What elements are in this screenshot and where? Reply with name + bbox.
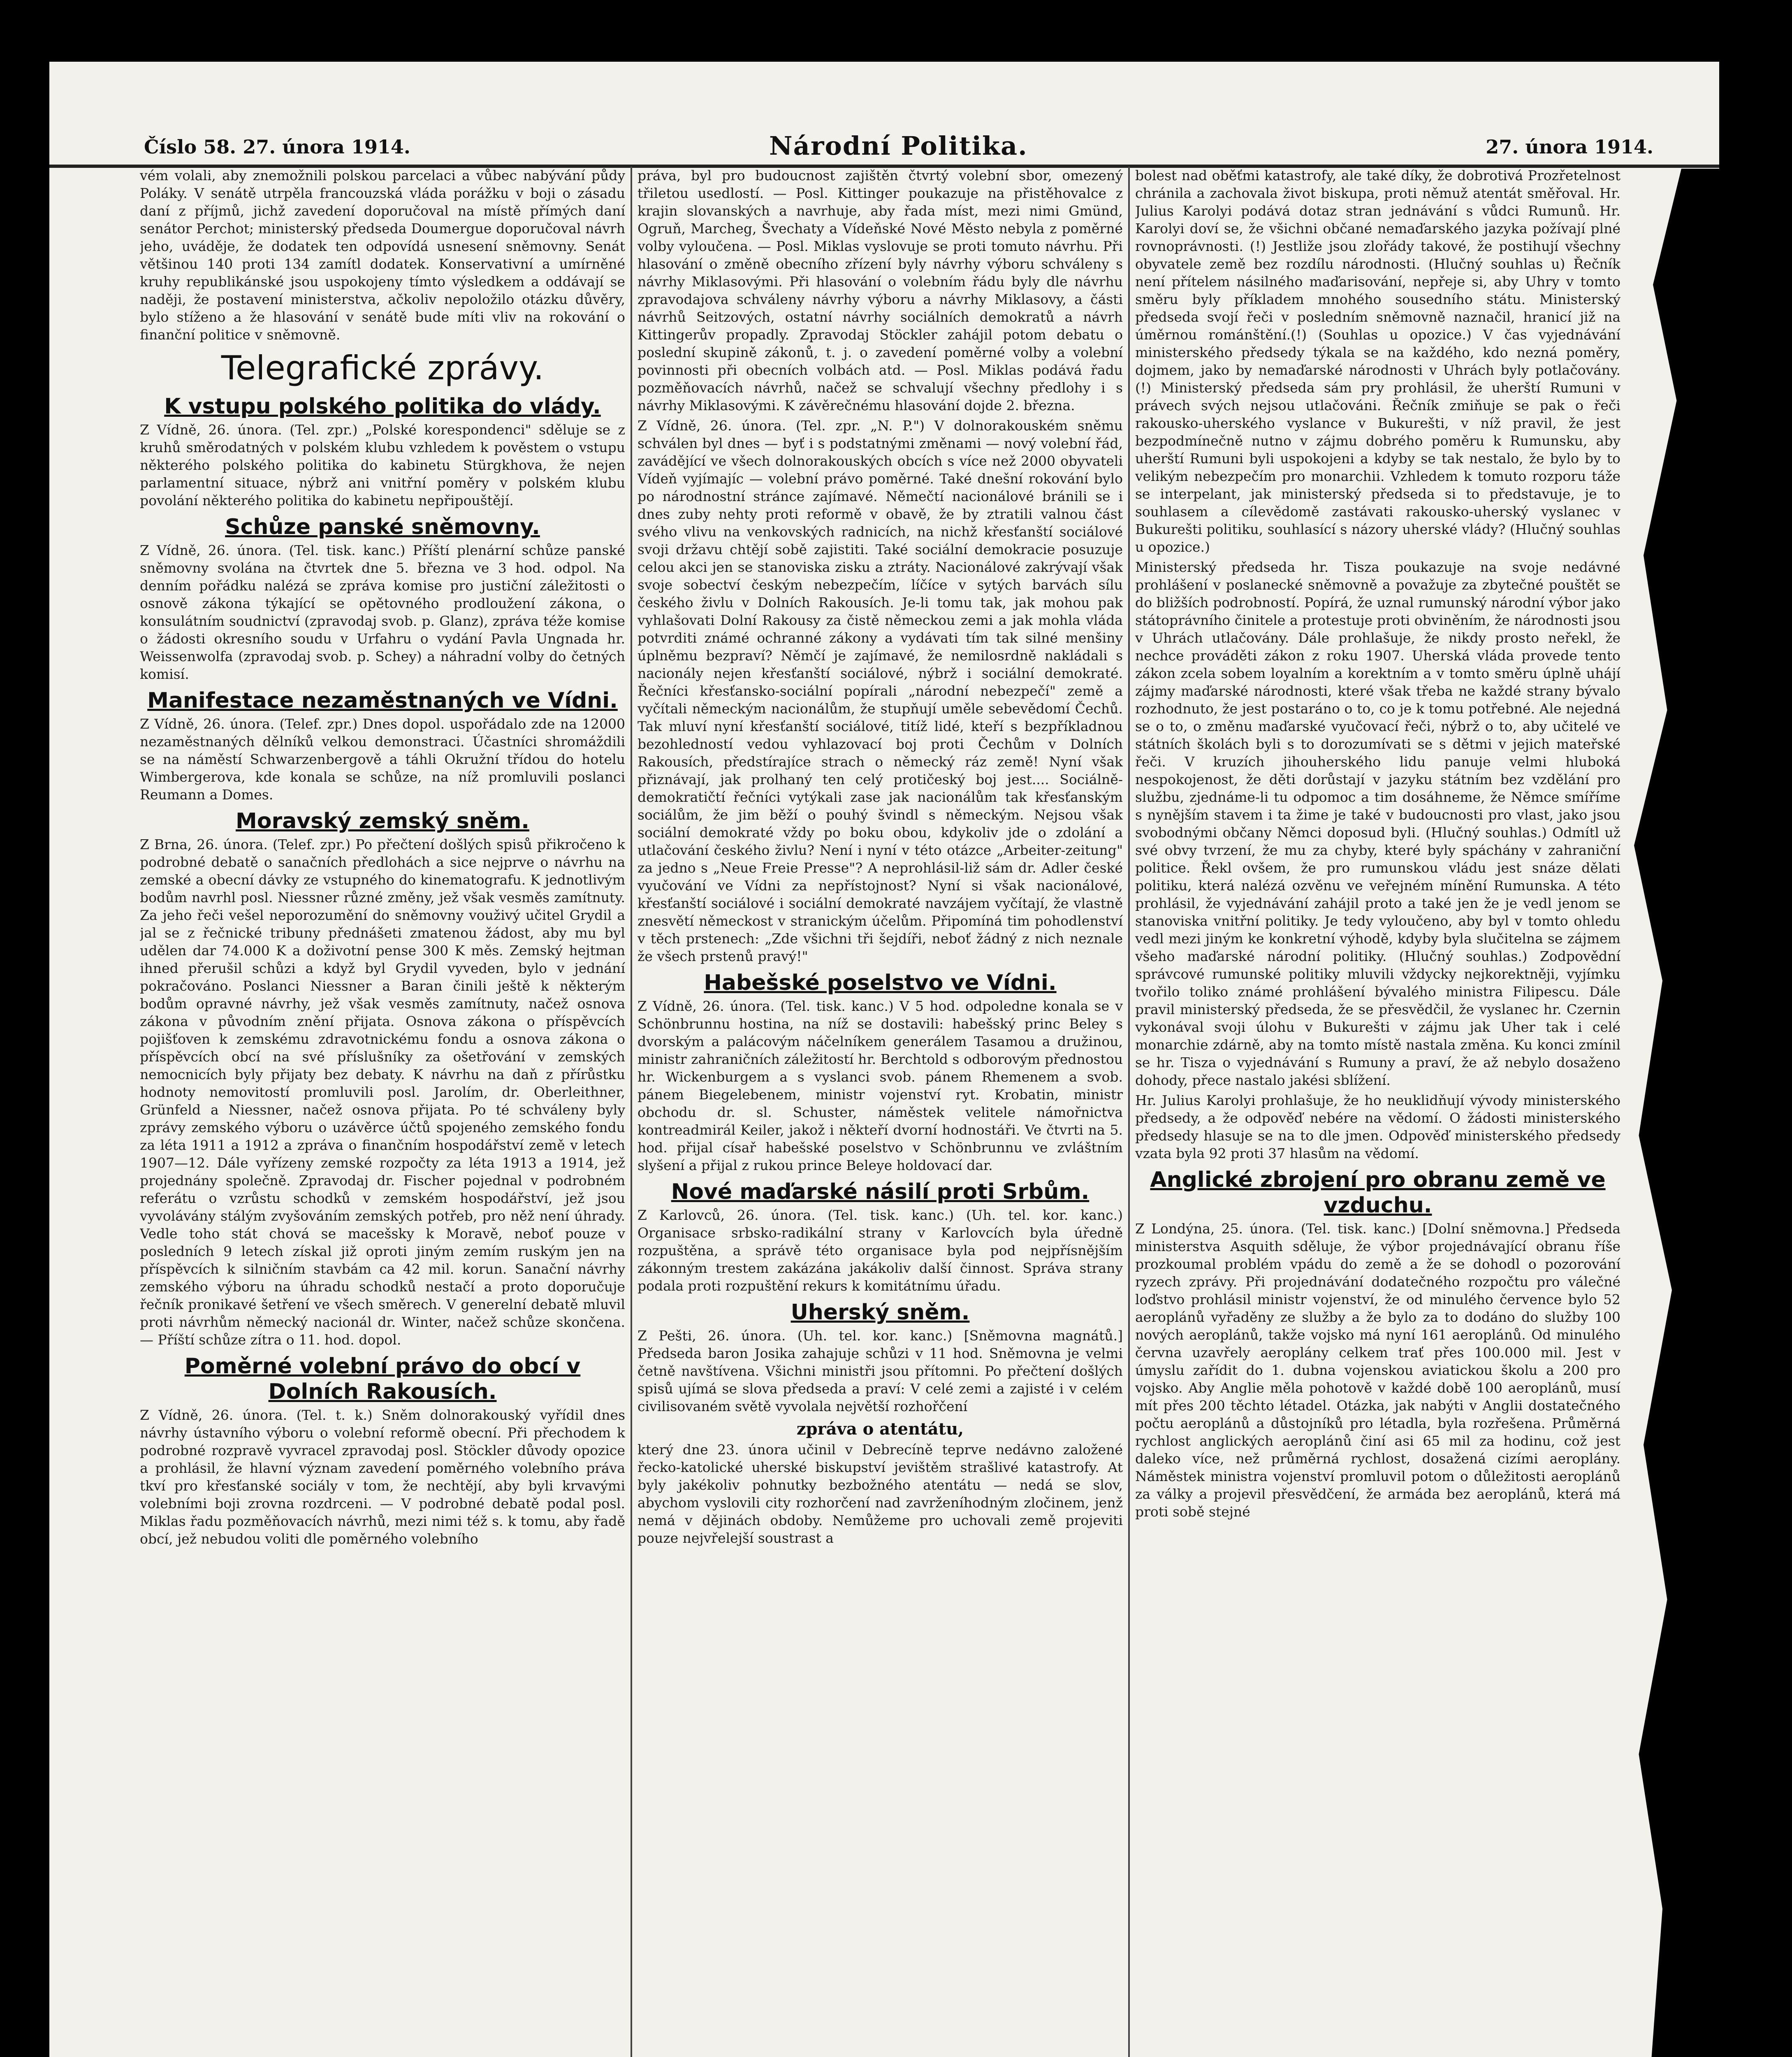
article-subheading: zpráva o atentátu, (796, 1419, 964, 1439)
masthead-title: Národní Politika. (769, 131, 1028, 161)
issue-number-date: Číslo 58. 27. února 1914. (144, 136, 410, 158)
article-heading: Poměrné volební právo do obcí v Dolních Rakousích. (184, 1354, 581, 1404)
section-title: Telegrafické zprávy. (221, 349, 544, 387)
article-text: Z Vídně, 26. února. (Tel. zpr.) „Polské korespondenci" sděluje se z kruhů směrodatných v polském klubu vzhledem k pověstem o vstupu některého polského politika do kabinetu Stürgkhova, že nejen parlamentní situace, nýbrž ani vnitřní poměry v polském klubu povolání některého politika do kabinetu nepřipouštějí. (140, 422, 625, 508)
article-text: bolest nad oběťmi katastrofy, ale také díky, že dobrotivá Prozřetelnost chránila a zachovala život biskupa, proti němuž atentát směřoval. Hr. Julius Karolyi podává dotaz stran jednávání s vůdci Rumunů. Hr. Karolyi doví se, že všichni občané nemaďarského jazyka požívají plné rovnoprávnosti. (!) Jestliže jsou zlořády takové, že postihují všechny obyvatele země bez rozdílu národnosti. (Hlučný souhlas u) Řečník není přítelem násilného maďarisování, nepřeje si, aby Uhry v tomto směru byly příkladem mnohého sousedního státu. Ministerský předseda svojí řeči v posledním sněmovně naznačil, hranicí již na úměrnou románštění.(!) (Souhlas u opozice.) V čas vyjednávání ministerského předsedy týkala se na každého, kdo nezná poměry, dojmem, jako by nemaďarské národnosti v Uhrách byly potlačovány. (!) Ministerský předseda sám pry prohlásil, že uherští Rumuni v právech svých nejsou utlačováni. Řečník zmiňuje se pak o řeči rakousko-uherského vyslance v Bukurešti, v níž pravil, že jest bezpodmínečně nutno v zájmu dobrého poměru k Rumunsku, aby uherští Rumuni byli uspokojeni a kdyby se tak nestalo, že bylo by to velikým nebezpečím pro monarchii. Vzhledem k tomuto rozporu táže se interpelant, jak ministerský předseda si to představuje, je to souhlasem a cílevědomě zastávati rakousko-uherský vyslanec v Bukurešti politiku, souhlasící s názory uherské vlády? (Hlučný souhlas u opozice.) (1135, 167, 1620, 555)
article-text: Z Vídně, 26. února. (Tel. t. k.) Sněm dolnorakouský vyřídil dnes návrhy ústavního výboru o volební reformě obecní. Při přechodem k podrobné rozpravě vyvracel zpravodaj posl. Stöckler důvody opozice a prohlásil, že hlavní význam zavedení poměrného volebního práva tkví pro křesťanské sociály v tom, že nechtějí, aby byli krvavými volebními boji zrovna rozdrceni. — V podrobné debatě podal posl. Miklas řadu pozměňovacích návrhů, mezi nimi též s. k tomu, aby řadě obcí, jež nebudou voliti dle poměrného volebního (140, 1407, 625, 1547)
newspaper-page (49, 62, 1719, 2057)
article-text: práva, byl pro budoucnost zajištěn čtvrtý volební sbor, omezený třiletou usedlostí. — Posl. Kittinger poukazuje na přistěhovalce z krajin slovanských a navrhuje, aby řada míst, mezi nimi Gmünd, Ogruň, Marcheg, Švechaty a Vídeňské Nové Město nebyla z poměrné volby vyloučena. — Posl. Miklas vyslovuje se proti tomuto návrhu. Při hlasování o změně obecního zřízení byly návrhy výboru schváleny s návrhy Miklasovými. Při hlasování o volebním řádu byly dle návrhu zpravodajova schváleny návrhy výboru a návrhy Miklasovy, a části návrhů Seitzových, ostatní návrhy sociálních demokratů a návrh Kittingerův propadly. Zpravodaj Stöckler zahájil potom debatu o poslední skupině zákonů, t. j. o zavedení poměrné volby a volební povinnosti při obecních volbách atd. — Posl. Miklas podává řadu pozměňovacích návrhů, načež se schvalují všechny předlohy i s návrhy Miklasovými. K závěrečnému hlasování dojde 2. března. (638, 167, 1123, 413)
article-text: Z Karlovců, 26. února. (Tel. tisk. kanc.) (Uh. tel. kor. kanc.) Organisace srbsko-radikální strany v Karlovcích byla úředně rozpuštěna, a správě této organisace byla pod nejpřísnějším zákonným trestem zakázána jakákoliv další činnost. Správa strany podala proti rozpuštění rekurs k komitátnímu úřadu. (638, 1207, 1123, 1294)
column-1 (140, 167, 625, 2057)
article-text: Z Vídně, 26. února. (Telef. zpr.) Dnes dopol. uspořádalo zde na 12000 nezaměstnaných dělníků velkou demonstraci. Účastníci shromáždili se na náměstí Schwarzenbergově a táhli Okružní třídou do hotelu Wimbergerova, kde konala se schůze, na níž promluvili poslanci Reumann a Domes. (140, 716, 625, 803)
article-text: Ministerský předseda hr. Tisza poukazuje na svoje nedávné prohlášení v poslanecké sněmovně a považuje za zbytečné pouštět se do bližších podrobností. Popírá, že uznal rumunský národní výbor jako státoprávního činitele a protestuje proti obviněním, že národnosti jsou v Uhrách utlačovány. Dále prohlašuje, že nikdy prosto neřekl, že nechce prováděti zákon z roku 1907. Uherská vláda provede tento zákon zcela sobem loyalním a korektním a v tomto směru úplně uhájí zájmy maďarské národnosti, které však třeba ne každé strany bývalo rozhodnuto, že jest postaráno o to, co je k tomu potřebné. Ale nejedná se o to, o změnu maďarské vyučovací řeči, nýbrž o to, aby učitelé ve státních školách byli s to dorozumívati se s dětmi v jejich mateřské řeči. V kruzích jihouherského lidu panuje velmi hluboká nespokojenost, že děti dorůstají v jazyku státním bez vzdělání pro službu, zjednáme-li tu odpomoc a tim dosáhneme, že Němce smíříme s nynějším stavem i ta žime je také v budoucnosti pro vlast, jako jsou svobodnými občany Němci doposud byli. (Hlučný souhlas.) Odmítl už své obvy tvrzení, že mu za chyby, které byly spáchány v zahraniční politice. Řekl ovšem, že pro rumunskou vládu jest snáze dělati politiku, která nalézá ozvěnu ve veřejném mínění Rumunska. A této prohlásil, že vyjednávání zahájil proto a také jen že je vedl jenom se stanoviska vnitřní politiky. Je tedy vyloučeno, aby byl v tomto ohledu vedl mezi jiným ke konkretní výhodě, kdyby byla slučitelna se zájmem všeho maďarské národní politiky. (Hlučný souhlas.) Zodpovědní správcové rumunské politiky mluvili vždycky nejkorektněji, vyjímku tvořilo toliko známé prohlášení bývalého ministra Filipescu. Dále pravil ministerský předseda, že se přesvědčil, že vyslanec hr. Czernin vykonával svoji úlohu v Bukurešti v zájmu jak Uher tak i celé monarchie zdárně, aby na tomto místě nastala změna. Ku konci zmínil se hr. Tisza o vyjednávání s Rumuny a praví, že až nebylo dosaženo dohody, přece nastalo jakési sblížení. (1135, 559, 1620, 1088)
article-heading: Uherský sněm. (791, 1300, 970, 1325)
article-heading: Nové maďarské násilí proti Srbům. (671, 1179, 1090, 1204)
column-3 (1135, 167, 1620, 2057)
article-text: Z Londýna, 25. února. (Tel. tisk. kanc.) [Dolní sněmovna.] Předseda ministerstva Asquith sděluje, že výbor projednávající obranu říše prozkoumal problém vpádu do země a že se dohodl o pozorování ryzech zprávy. Při projednávání dodatečného rozpočtu pro válečné loďstvo prohlásil ministr vojenství, že od minulého července bylo 52 aeroplánů vyřaděny ze služby a že bylo za to dodáno do služby 100 nových aeroplánů, takže vojsko má nyní 161 aeroplánů. Od minulého června uzavřely aeroplány celkem trať přes 100.000 mil. Jest v úmyslu zařídit do 1. dubna vojenskou aviatickou školu a 200 pro vojsko. Aby Anglie měla pohotově v každé době 100 aeroplánů, musí mít přes 200 těchto létadel. Otázka, jak nabýti v Anglii dostatečného počtu aeroplánů a důstojníků pro létadla, byla rozřešena. Průměrná rychlost anglických aeroplánů činí asi 65 mil za hodinu, což jest daleko více, než průměrná rychlost, dosažená cizími aeroplány. Náměstek ministra vojenství promluvil potom o důležitosti aeroplánů za války a projevil přesvědčení, že armáda bez aeroplánů, která má proti sobě stejné (1135, 1221, 1620, 1520)
article-heading: K vstupu polského politika do vlády. (164, 394, 601, 419)
article-heading: Moravský zemský sněm. (235, 809, 530, 833)
column-divider (1128, 167, 1130, 2057)
article-text: Hr. Julius Karolyi prohlašuje, že ho neuklidňují vývody ministerského předsedy, a že odpověď nebére na vědomí. O žádosti ministerského předsedy hlasuje se na to dle jmen. Odpověď ministerského předsedy vzata byla 92 proti 37 hlasům na vědomí. (1135, 1092, 1620, 1161)
article-text: Z Vídně, 26. února. (Tel. tisk. kanc.) V 5 hod. odpoledne konala se v Schönbrunnu hostina, na níž se dostavili: habešský princ Beley s dvorským a palácovým náčelníkem generálem Tasamou a družinou, ministr zahraničních záležitostí hr. Berchtold s odborovým přednostou hr. Wickenburgem a s vyslanci svob. pánem Rhemenem a svob. pánem Biegelebenem, ministr vojenství ryt. Krobatin, ministr obchodu dr. sl. Schuster, náměstek velitele námořnictva kontreadmirál Keiler, jakož i někteří dvorní hodnostáři. Ve čtvrti na 5. hod. přijal císař habešské poselstvo v Schönbrunnu ve zvláštním slyšení a přijal z rukou prince Beleye holdovací dar. (638, 998, 1123, 1173)
article-text: Z Brna, 26. února. (Telef. zpr.) Po přečtení došlých spisů přikročeno k podrobné debatě o sanačních předlohách a sice nejprve o návrhu na zemské a obecní dávky ze vstupného do kinematografu. K jednotlivým bodům navrhl posl. Niessner různé změny, jež však vesměs zamítnuty. Za jeho řeči vešel neporozumění do sněmovny vouživý učitel Grydil a jal se z řečnické tribuny přednášeti zmatenou žádost, aby mu byl udělen dar 74.000 K a doživotní pense 300 K měs. Zemský hejtman ihned přerušil schůzi a když byl Grydil vyveden, bylo v jednání pokračováno. Poslanci Niessner a Baran činili ještě k některým bodům opravné návrhy, jež však vesměs zamítnuty, načež osnova zákona v původním znění přijata. Osnova zákona o příspěvcích pojišťoven k zemskému zdravotnickému fondu a osnova zákona o příspěvcích obcí na své příslušníky za ošetřování v zemských nemocnicích byly přijaty bez debaty. K návrhu na daň z přírůstku hodnoty nemovitostí promluvili posl. Jarolím, dr. Oberleithner, Grünfeld a Niessner, načež osnova přijata. Po té schváleny byly zprávy zemského výboru o uzávěrce účtů spojeného zemského fondu za léta 1911 a 1912 a zpráva o finančním hospodářství země v letech 1907—12. Dále vyřízeny zemské rozpočty za léta 1913 a 1914, jež projednány společně. Zpravodaj dr. Fischer pojednal v podrobném referátu o vzrůstu schodků v zemském hospodářství, jež jsou vyvolávány stálým zvyšováním zemských potřeb, pro něž není úhrady. Vedle toho stát chová se macešsky k Moravě, neboť pouze v posledních 9 letech získal již oproti jiným zemím ruským jen na příspěvcích k silničním stavbám ca 42 mil. korun. Sanační návrhy zemského výboru na úhradu schodků nestačí a proto doporučuje řečník pronikavé šetření ve všech směrech. V generelní debatě mluvil proti návrhům německý nacionál dr. Winter, načež schůze skončena. — Příští schůze zítra o 11. hod. dopol. (140, 836, 625, 1348)
article-heading: Schůze panské sněmovny. (225, 515, 540, 539)
article-text: Z Pešti, 26. února. (Uh. tel. kor. kanc.) [Sněmovna magnátů.] Předseda baron Josika zahajuje schůzi v 11 hod. Sněmovna je velmi četně navštívena. Všichni ministři jsou přítomni. Po přečtení došlých spisů ujímá se slova předseda a praví: V celé zemi a zajisté i v celém civilisovaném světě vyvolala největší rozhořčení (638, 1328, 1123, 1414)
article-heading: Anglické zbrojení pro obranu země ve vzduchu. (1150, 1168, 1606, 1218)
column-2 (638, 167, 1123, 2057)
column-divider (631, 167, 632, 2057)
article-text: Z Vídně, 26. února. (Tel. tisk. kanc.) Příští plenární schůze panské sněmovny svolána na čtvrtek dne 5. března ve 3 hod. odpol. Na denním pořádku nalézá se zpráva komise pro justiční záležitosti o osnově zákona týkající se opětovného prodloužení zákona, o konsulátním soudnictví (zpravodaj svob. p. Glanz), zpráva téže komise o žádosti okresního soudu v Urfahru o vydání Pavla Ungnada hr. Weissenwolfa (zpravodaj svob. p. Schey) a náhradní volby do četných komisí. (140, 542, 625, 682)
article-text: Z Vídně, 26. února. (Tel. zpr. „N. P.") V dolnorakouském sněmu schválen byl dnes — byť i s podstatnými změnami — nový volební řád, zavádějící ve všech dolnorakouských obcích s více než 2000 obyvateli Vídeň vyjímajíc — volební právo poměrné. Také dnešní rokování bylo po národnostní stránce zajímavé. Němečtí nacionálové bránili se i dnes zuby nehty proti reformě v obavě, že by ztratili valnou část svého vlivu na venkovských radnicích, na nichž křesťanští sociálové svoji državu chtějí sobě zajistiti. Také sociální demokracie posuzuje celou akci jen se stanoviska zisku a ztráty. Nacionálové zakrývají však svoje sobectví českým nebezpečím, líčíce v sytých barvách sílu českého živlu v Dolních Rakousích. Je-li tomu tak, jak mohou pak vyhlašovati Dolní Rakousy za čistě německou zemi a jak mohla vláda potvrditi známé ochranné zákony a vydávati tím tak silné menšiny úplněmu bezpraví? Němčí je zajímavé, že nemilosrdně nakládali s nacionály nejen křesťanští sociálové, nýbrž i sociální demokraté. Řečníci křesťansko-sociální popírali „národní nebezpečí" země a vyčítali německým nacionálům, že stupňují uměle sebevědomí Čechů. Tak mluví nyní křesťanští sociálové, titíž lidé, kteří s bezpříkladnou bezohledností vedou vyhlazovací boj proti Čechům v Dolních Rakousích, předstírajíce strach o německý ráz země! Nyní však přiznávají, jak prolhaný ten celý protičeský boj jest.... Sociálně-demokratičtí řečníci vytýkali zase jak nacionálům tak křesťanským sociálům, že jim běží o pouhý švindl s německým. Nejsou však sociální demokraté vždy po boku obou, kdykoliv jde o zdolání a utlačování českého živlu? Není i nyní v této otázce „Arbeiter-zeitung" za jedno s „Neue Freie Presse"? A neprohlásil-liž sám dr. Adler české vyučování ve Vídni za nepřístojnost? Nyní si však nacionálové, křesťanští sociálové i sociální demokraté navzájem vyčítají, že vlastně znesvětí německost v stranickým účelům. Připomíná tim pohodlenství v těch prstenech: „Zde všichni tři šejdíři, neboť žádný z nich neznale že všech prstenů pravý!" (638, 418, 1123, 964)
article-text: vém volali, aby znemožnili polskou parcelaci a vůbec nabývání půdy Poláky. V senátě utrpěla francouzská vláda porážku v boji o zásadu daní z příjmů, jichž zavedení doporučoval na místě přímých daní senátor Perchot; ministerský předseda Doumergue doporučoval návrh jeho, uváděje, že dodatek ten odpovídá usnesení sněmovny. Senát většinou 140 proti 134 zamítl dodatek. Konservativní a umírněné kruhy republikánské jsou uspokojeny tímto výsledkem a oddávají se naději, že postavení ministerstva, ačkoliv nepoložilo otázku důvěry, bylo stíženo a že hlasování v senátě bude míti vliv na rokování o finanční politice v sněmovně. (140, 167, 625, 343)
article-columns (140, 167, 1662, 2057)
article-heading: Manifestace nezaměstnaných ve Vídni. (147, 688, 618, 713)
article-heading: Habešské poselstvo ve Vídni. (704, 970, 1057, 995)
article-text: který dne 23. února učinil v Debrecíně teprve nedávno založené řecko-katolické uherské biskupství jevištěm strašlivé katastrofy. At byly jakékoliv pohnutky bezbožného atentátu — nedá se slov, abychom vyslovili city rozhorčení nad zavrženíhodným zločinem, jenž nemá v dějinách obdoby. Nemůžeme pro uchovali země projeviti pouze nejvřelejší soustrast a (638, 1442, 1123, 1546)
page-header (49, 62, 1719, 168)
header-date: 27. února 1914. (1486, 136, 1653, 158)
